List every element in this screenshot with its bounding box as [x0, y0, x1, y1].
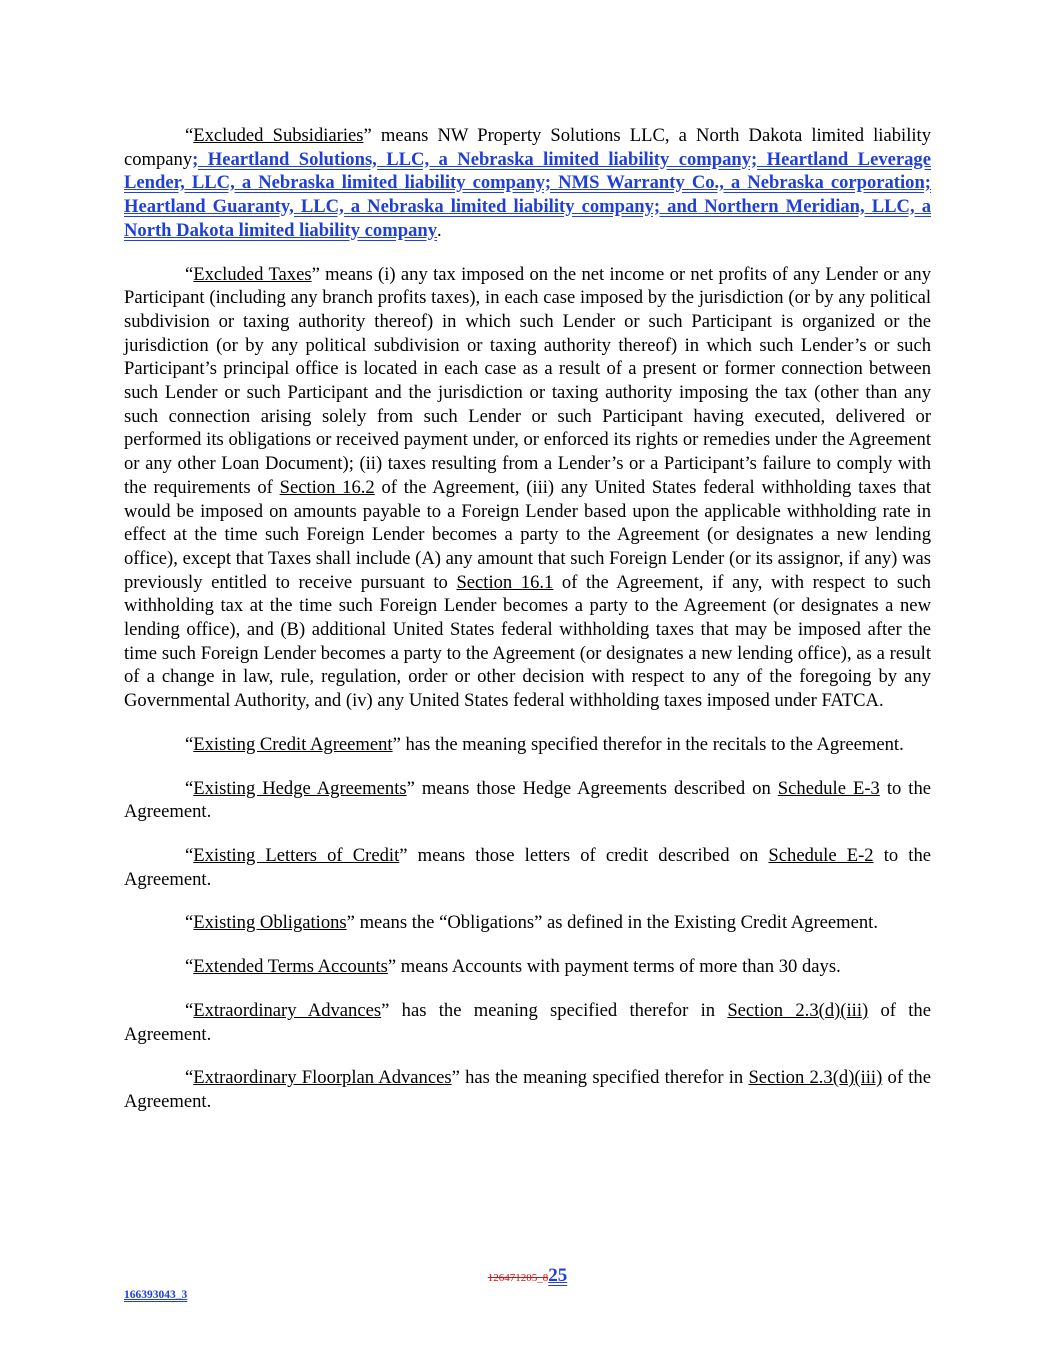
definition-existing-hedge-agreements: [124, 777, 931, 824]
body-text: .: [437, 219, 442, 241]
body-text: ” means the “Obligations” as defined in the Existing Credit Agreement.: [346, 912, 879, 934]
body-text: ” means NW Property Solutions LLC, a North Dakota limited liability company: [124, 125, 931, 170]
deleted-document-id: 126471205_8: [487, 1272, 549, 1284]
body-text: “: [185, 956, 194, 978]
body-text: “: [185, 733, 194, 755]
body-text: “: [185, 844, 194, 866]
page-footer: [0, 1265, 1055, 1287]
definition-existing-obligations: [124, 911, 931, 935]
body-text: “: [185, 777, 194, 799]
body-text: of the Agreement.: [124, 1067, 931, 1112]
body-text: to the Agreement.: [124, 777, 931, 823]
underlined-term: Excluded Subsidiaries: [193, 125, 364, 146]
document-body: [124, 124, 931, 1134]
definition-extended-terms-accounts: [124, 955, 931, 979]
underlined-term: Section 2.3(d)(iii): [727, 999, 869, 1021]
body-text: “: [185, 263, 194, 285]
document-id: 166393043_3: [124, 1289, 188, 1301]
body-text: “: [185, 999, 194, 1021]
body-text: ” has the meaning specified therefor in: [381, 999, 728, 1021]
body-text: “: [185, 1067, 194, 1089]
underlined-term: Existing Letters of Credit: [193, 844, 400, 866]
body-text: of the Agreement, (iii) any United States federal withholding taxes that would be imposed on amounts payable to a Foreign Lender based upon the applicable withholding rate in effect at the time such Foreign Lender becomes a party to the Agreement (or designates a new lending office), except that Taxes shall include (A) any amount that such Foreign Lender (or its assignor, if any) was previously entitled to receive pursuant to: [124, 476, 931, 593]
body-text: ” has the meaning specified therefor in: [451, 1067, 749, 1089]
underlined-term: Existing Hedge Agreements: [193, 777, 407, 799]
body-text: “: [185, 912, 194, 934]
underlined-term: Excluded Taxes: [193, 263, 312, 285]
underlined-term: Extraordinary Advances: [193, 999, 382, 1021]
underlined-term: Section 16.1: [456, 571, 554, 593]
underlined-term: Schedule E-2: [768, 844, 874, 866]
definition-extraordinary-advances: [124, 999, 931, 1046]
underlined-term: Extraordinary Floorplan Advances: [193, 1067, 452, 1089]
inserted-text: ; Heartland Solutions, LLC, a Nebraska limited liability company; Heartland Leverage Lender, LLC, a Nebraska limited liability company; NMS Warranty Co., a Nebraska corporation; Heartland Guaranty, LLC, a Nebraska limited liability company; and Northern Meridian, LLC, a North Dakota limited liability company: [124, 148, 931, 241]
underlined-term: Section 2.3(d)(iii): [748, 1067, 883, 1089]
page-number: 25: [548, 1265, 568, 1286]
body-text: ” has the meaning specified therefor in the recitals to the Agreement.: [392, 733, 904, 755]
body-text: “: [185, 125, 194, 146]
body-text: ” means (i) any tax imposed on the net income or net profits of any Lender or any Participant (including any branch profits taxes), in each case imposed by the jurisdiction (or by any political subdivision or taxing authority thereof) in which such Lender or such Participant is organized or the jurisdiction (or by any political subdivision or taxing authority thereof) in which such Lender’s or such Participant’s principal office is located in each case as a result of a present or former connection between such Lender or such Participant and the jurisdiction or taxing authority imposing the tax (other than any such connection arising solely from such Lender or such Participant having executed, delivered or performed its obligations or received payment under, or enforced its rights or remedies under the Agreement or any other Loan Document); (ii) taxes resulting from a Lender’s or a Participant’s failure to comply with the requirements of: [124, 263, 931, 498]
definition-excluded-subsidiaries: [124, 124, 931, 243]
definition-excluded-taxes: [124, 263, 931, 713]
underlined-term: Existing Obligations: [193, 912, 347, 934]
body-text: of the Agreement, if any, with respect to such withholding tax at the time such Foreign Lender becomes a party to the Agreement (or designates a new lending office), and (B) additional United States federal withholding taxes that may be imposed after the time such Foreign Lender becomes a party to the Agreement (or designates a new lending office), as a result of a change in law, rule, regulation, order or other decision with respect to any of the foregoing by any Governmental Authority, and (iv) any United States federal withholding taxes imposed under FATCA.: [124, 571, 931, 712]
definition-extraordinary-floorplan-advances: [124, 1066, 931, 1113]
underlined-term: Section 16.2: [279, 476, 375, 498]
definition-existing-letters-of-credit: [124, 844, 931, 891]
body-text: ” means Accounts with payment terms of more than 30 days.: [387, 956, 841, 978]
body-text: ” means those letters of credit described on: [399, 844, 769, 866]
underlined-term: Extended Terms Accounts: [193, 956, 388, 978]
body-text: ” means those Hedge Agreements described on: [406, 777, 778, 799]
underlined-term: Schedule E-3: [777, 777, 880, 799]
definition-existing-credit-agreement: [124, 733, 931, 757]
underlined-term: Existing Credit Agreement: [193, 733, 393, 755]
body-text: of the Agreement.: [124, 999, 931, 1045]
body-text: to the Agreement.: [124, 844, 932, 890]
